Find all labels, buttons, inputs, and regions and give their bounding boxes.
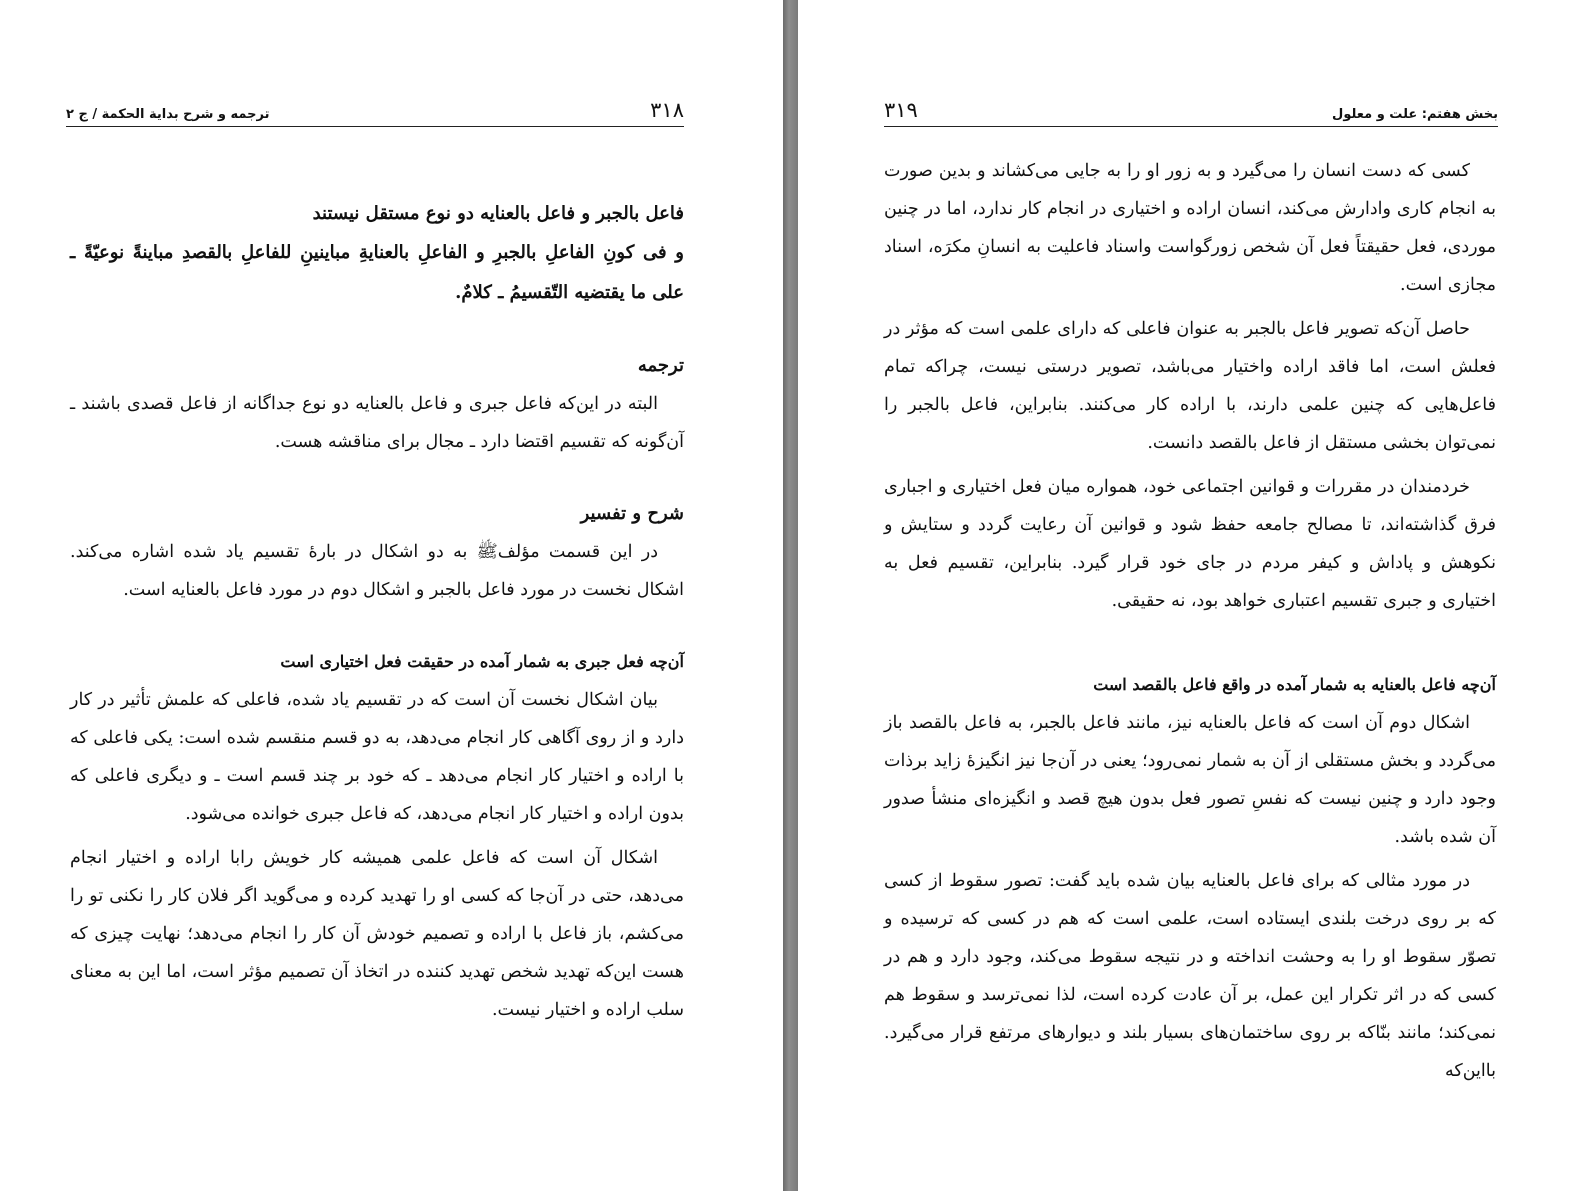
- left-page-number: ۳۱۸: [650, 98, 684, 122]
- right-paragraph-3: خردمندان در مقررات و قوانین اجتماعی خود، همواره میان فعل اختیاری و اجباری فرق گذاشته‌اند، تا مصالح جامعه حفظ شود و قوانین آن رعایت گردد و ستایش و نکوهش و پاداش و کیفر مردم در جای خود قرار گیرد. بنابراین، تقسیم فعل به اختیاری و جبری تقسیم اعتباری خواهد بود، نه حقیقی.: [884, 477, 1496, 611]
- right-paragraph-1: کسی که دست انسان را می‌گیرد و به زور او را به جایی می‌کشاند و بدین صورت به انجام کاری وادارش می‌کند، انسان اراده و اختیاری در انجام کار ندارد، اما در چنین موردی، فعل حقیقتاً فعل آن شخص زورگواست واسناد فاعلیت به انسانِ مکرَه، اسناد مجازی است.: [884, 161, 1496, 295]
- right-page-number: ۳۱۹: [884, 98, 918, 122]
- right-subheading: آن‌چه فاعل بالعنایه به شمار آمده در واقع فاعل بالقصد است: [1093, 675, 1496, 694]
- commentary-heading: شرح و تفسیر: [580, 503, 684, 524]
- right-running-header: [884, 82, 1498, 127]
- book-gutter: [783, 0, 798, 1191]
- translation-heading: ترجمه: [637, 355, 684, 376]
- right-page-body: [884, 152, 1496, 1096]
- main-heading: فاعل بالجبر و فاعل بالعنایه دو نوع مستقل نیستند: [312, 203, 684, 224]
- left-page: [0, 0, 783, 1191]
- right-page: [798, 0, 1584, 1191]
- left-paragraph-1: بیان اشکال نخست آن است که در تقسیم یاد شده، فاعلی که علمش تأثیر در کار دارد و از روی آگاهی کار انجام می‌دهد، به دو قسم منقسم شده است: یکی فاعلی که با اراده و اختیار کار انجام می‌دهد ـ که خود بر چند قسم است ـ و دیگری فاعلی که بدون اراده و اختیار کار انجام می‌دهد، که فاعل جبری خوانده می‌شود.: [70, 690, 684, 824]
- right-paragraph-4: اشکال دوم آن است که فاعل بالعنایه نیز، مانند فاعل بالجبر، به فاعل بالقصد باز می‌گردد و بخش مستقلی از آن به شمار نمی‌رود؛ یعنی در آن‌جا نیز انگیزهٔ زاید برذات وجود دارد و چنین نیست که نفسِ تصور فعل بدون هیچ قصد و انگیزه‌ای منشأ صدور آن شده باشد.: [884, 713, 1496, 847]
- left-running-title: ترجمه و شرح بدایة الحکمة / ج ۲: [66, 107, 270, 122]
- left-subheading: آن‌چه فعل جبری به شمار آمده در حقیقت فعل اختیاری است: [280, 652, 684, 671]
- commentary-paragraph: در این قسمت مؤلف‌ﷺ به دو اشکال در بارهٔ تقسیم یاد شده اشاره می‌کند. اشکال نخست در مورد فاعل بالجبر و اشکال دوم در مورد فاعل بالعنایه است.: [70, 542, 684, 600]
- translation-paragraph: البته در این‌که فاعل جبری و فاعل بالعنایه دو نوع جداگانه از فاعل قصدی باشند ـ آن‌گونه که تقسیم اقتضا دارد ـ مجال برای مناقشه هست.: [70, 394, 684, 452]
- right-paragraph-2: حاصل آن‌که تصویر فاعل بالجبر به عنوان فاعلی که دارای علمی است که مؤثر در فعلش است، اما فاقد اراده واختیار می‌باشد، تصویر درستی نیست، چراکه تمام فاعل‌هایی که چنین علمی دارند، با اراده کار می‌کنند. بنابراین، فاعل بالجبر را نمی‌توان بخشی مستقل از فاعل بالقصد دانست.: [884, 319, 1496, 453]
- right-paragraph-5: در مورد مثالی که برای فاعل بالعنایه بیان شده باید گفت: تصور سقوط از کسی که بر روی درخت بلندی ایستاده است، علمی است که هم در کسی که ترسیده و تصوّر سقوط او را به وحشت انداخته و در نتیجه سقوط می‌کند، وجود دارد و هم در کسی که در اثر تکرار این عمل، بر آن عادت کرده است، لذا نمی‌ترسد و سقوط هم نمی‌کند؛ مانند بنّاکه بر روی ساختمان‌های بسیار بلند و دیوارهای مرتفع قرار می‌گیرد. بااین‌که: [884, 871, 1496, 1081]
- right-running-title: بخش هفتم: علت و معلول: [1332, 107, 1498, 122]
- arabic-quote: و فی کونِ الفاعلِ بالجبرِ و الفاعلِ بالعنایةِ مباینینِ للفاعلِ بالقصدِ مباینةً نوعیّةً ـ علی ما یقتضیه التّقسیمُ ـ کلامٌ.: [70, 242, 684, 303]
- left-page-body: [70, 195, 684, 1035]
- left-running-header: [66, 82, 684, 127]
- left-paragraph-2: اشکال آن است که فاعل علمی همیشه کار خویش رابا اراده و اختیار انجام می‌دهد، حتی در آن‌جا که کسی او را تهدید کرده و می‌گوید اگر فلان کار را نکنی تو را می‌کشم، باز فاعل با اراده و تصمیم خودش آن کار را انجام می‌دهد؛ نهایت چیزی که هست این‌که تهدید شخص تهدید کننده در اتخاذ آن تصمیم مؤثر است، اما این به معنای سلب اراده و اختیار نیست.: [70, 848, 684, 1020]
